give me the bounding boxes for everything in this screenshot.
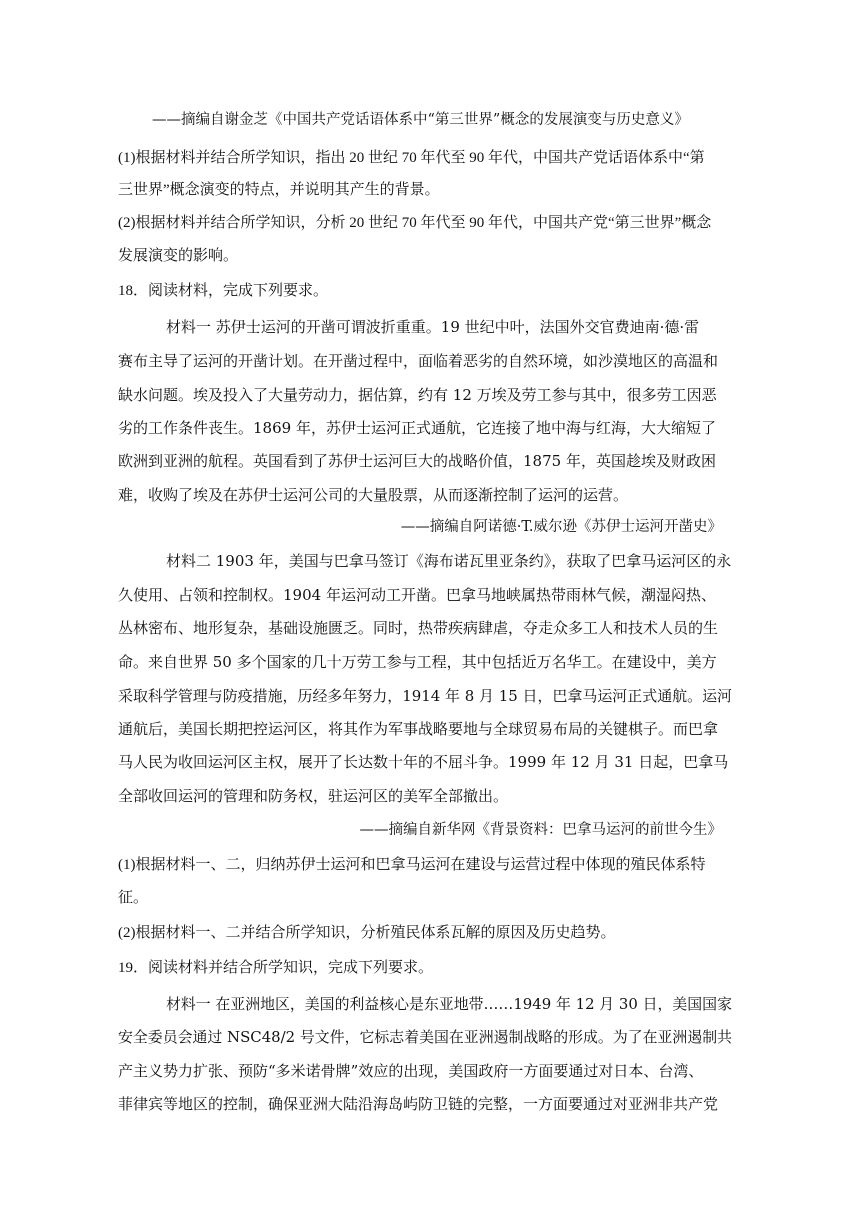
material-line: 劣的工作条件丧生。1869 年，苏伊士运河正式通航，它连接了地中海与红海，大大缩短了 xyxy=(118,419,716,437)
material-line: 安全委员会通过 NSC48/2 号文件，它标志着美国在亚洲遏制战略的形成。为了在亚洲遏制共 xyxy=(118,1028,733,1046)
question-18-heading: 18．阅读材料，完成下列要求。 xyxy=(118,283,329,299)
material-line: 材料一 苏伊士运河的开凿可谓波折重重。19 世纪中叶，法国外交官费迪南·德·雷 xyxy=(166,318,700,336)
material-line: 丛林密布、地形复杂，基础设施匮乏。同时，热带疾病肆虐，夺走众多工人和技术人员的生 xyxy=(118,619,719,637)
question-19-heading: 19．阅读材料并结合所学知识，完成下列要求。 xyxy=(118,960,434,976)
material-line: 材料一 在亚洲地区，美国的利益核心是东亚地带……1949 年 12 月 30 日，美国国家 xyxy=(166,995,732,1013)
material-line: 久使用、占领和控制权。1904 年运河动工开凿。巴拿马地峡属热带雨林气候，潮湿闷热、 xyxy=(118,586,716,604)
source-citation: ——摘编自新华网《背景资料：巴拿马运河的前世今生》 xyxy=(359,822,722,838)
material-line: 材料二 1903 年，美国与巴拿马签订《海布诺瓦里亚条约》，获取了巴拿马运河区的永 xyxy=(166,552,732,570)
material-line: 难，收购了埃及在苏伊士运河公司的大量股票，从而逐渐控制了运河的运营。 xyxy=(118,486,629,504)
material-line: 通航后，美国长期把控运河区，将其作为军事战略要地与全球贸易布局的关键棋子。而巴拿 xyxy=(118,720,719,738)
question-17-part1-line1: (1)根据材料并结合所学知识，指出 20 世纪 70 年代至 90 年代，中国共产党话语体系中“第 xyxy=(118,150,705,166)
source-citation: ——摘编自谢金芝《中国共产党话语体系中“第三世界”概念的发展演变与历史意义》 xyxy=(152,112,689,128)
material-line: 马人民为收回运河区主权，展开了长达数十年的不屈斗争。1999 年 12 月 31 日起，巴拿马 xyxy=(118,753,729,771)
material-line: 产主义势力扩张、预防“多米诺骨牌”效应的出现，美国政府一方面要通过对日本、台湾、 xyxy=(118,1062,704,1080)
material-line: 缺水问题。埃及投入了大量劳动力，据估算，约有 12 万埃及劳工参与其中，很多劳工因恶 xyxy=(118,386,717,404)
question-17-part2-line1: (2)根据材料并结合所学知识，分析 20 世纪 70 年代至 90 年代，中国共产党“第三世界”概念 xyxy=(118,215,712,231)
question-17-part1-line2: 三世界”概念演变的特点，并说明其产生的背景。 xyxy=(118,182,440,198)
source-citation: ——摘编自阿诺德·T.威尔逊《苏伊士运河开凿史》 xyxy=(400,519,722,535)
material-line: 全部收回运河的管理和防务权，驻运河区的美军全部撤出。 xyxy=(118,787,509,805)
question-18-part2: (2)根据材料一、二并结合所学知识，分析殖民体系瓦解的原因及历史趋势。 xyxy=(118,925,616,941)
question-18-part1-line2: 征。 xyxy=(118,890,149,906)
material-line: 命。来自世界 50 多个国家的几十万劳工参与工程，其中包括近万名华工。在建设中，美方 xyxy=(118,653,717,671)
material-line: 菲律宾等地区的控制，确保亚洲大陆沿海岛屿防卫链的完整，一方面要通过对亚洲非共产党 xyxy=(118,1095,719,1113)
question-17-part2-line2: 发展演变的影响。 xyxy=(118,248,239,264)
material-line: 欧洲到亚洲的航程。英国看到了苏伊士运河巨大的战略价值，1875 年，英国趁埃及财政困 xyxy=(118,452,716,470)
material-line: 赛布主导了运河的开凿计划。在开凿过程中，面临着恶劣的自然环境，如沙漠地区的高温和 xyxy=(118,352,719,370)
question-18-part1-line1: (1)根据材料一、二，归纳苏伊士运河和巴拿马运河在建设与运营过程中体现的殖民体系特 xyxy=(118,857,706,873)
material-line: 采取科学管理与防疫措施，历经多年努力，1914 年 8 月 15 日，巴拿马运河正式通航。运河 xyxy=(118,687,732,705)
